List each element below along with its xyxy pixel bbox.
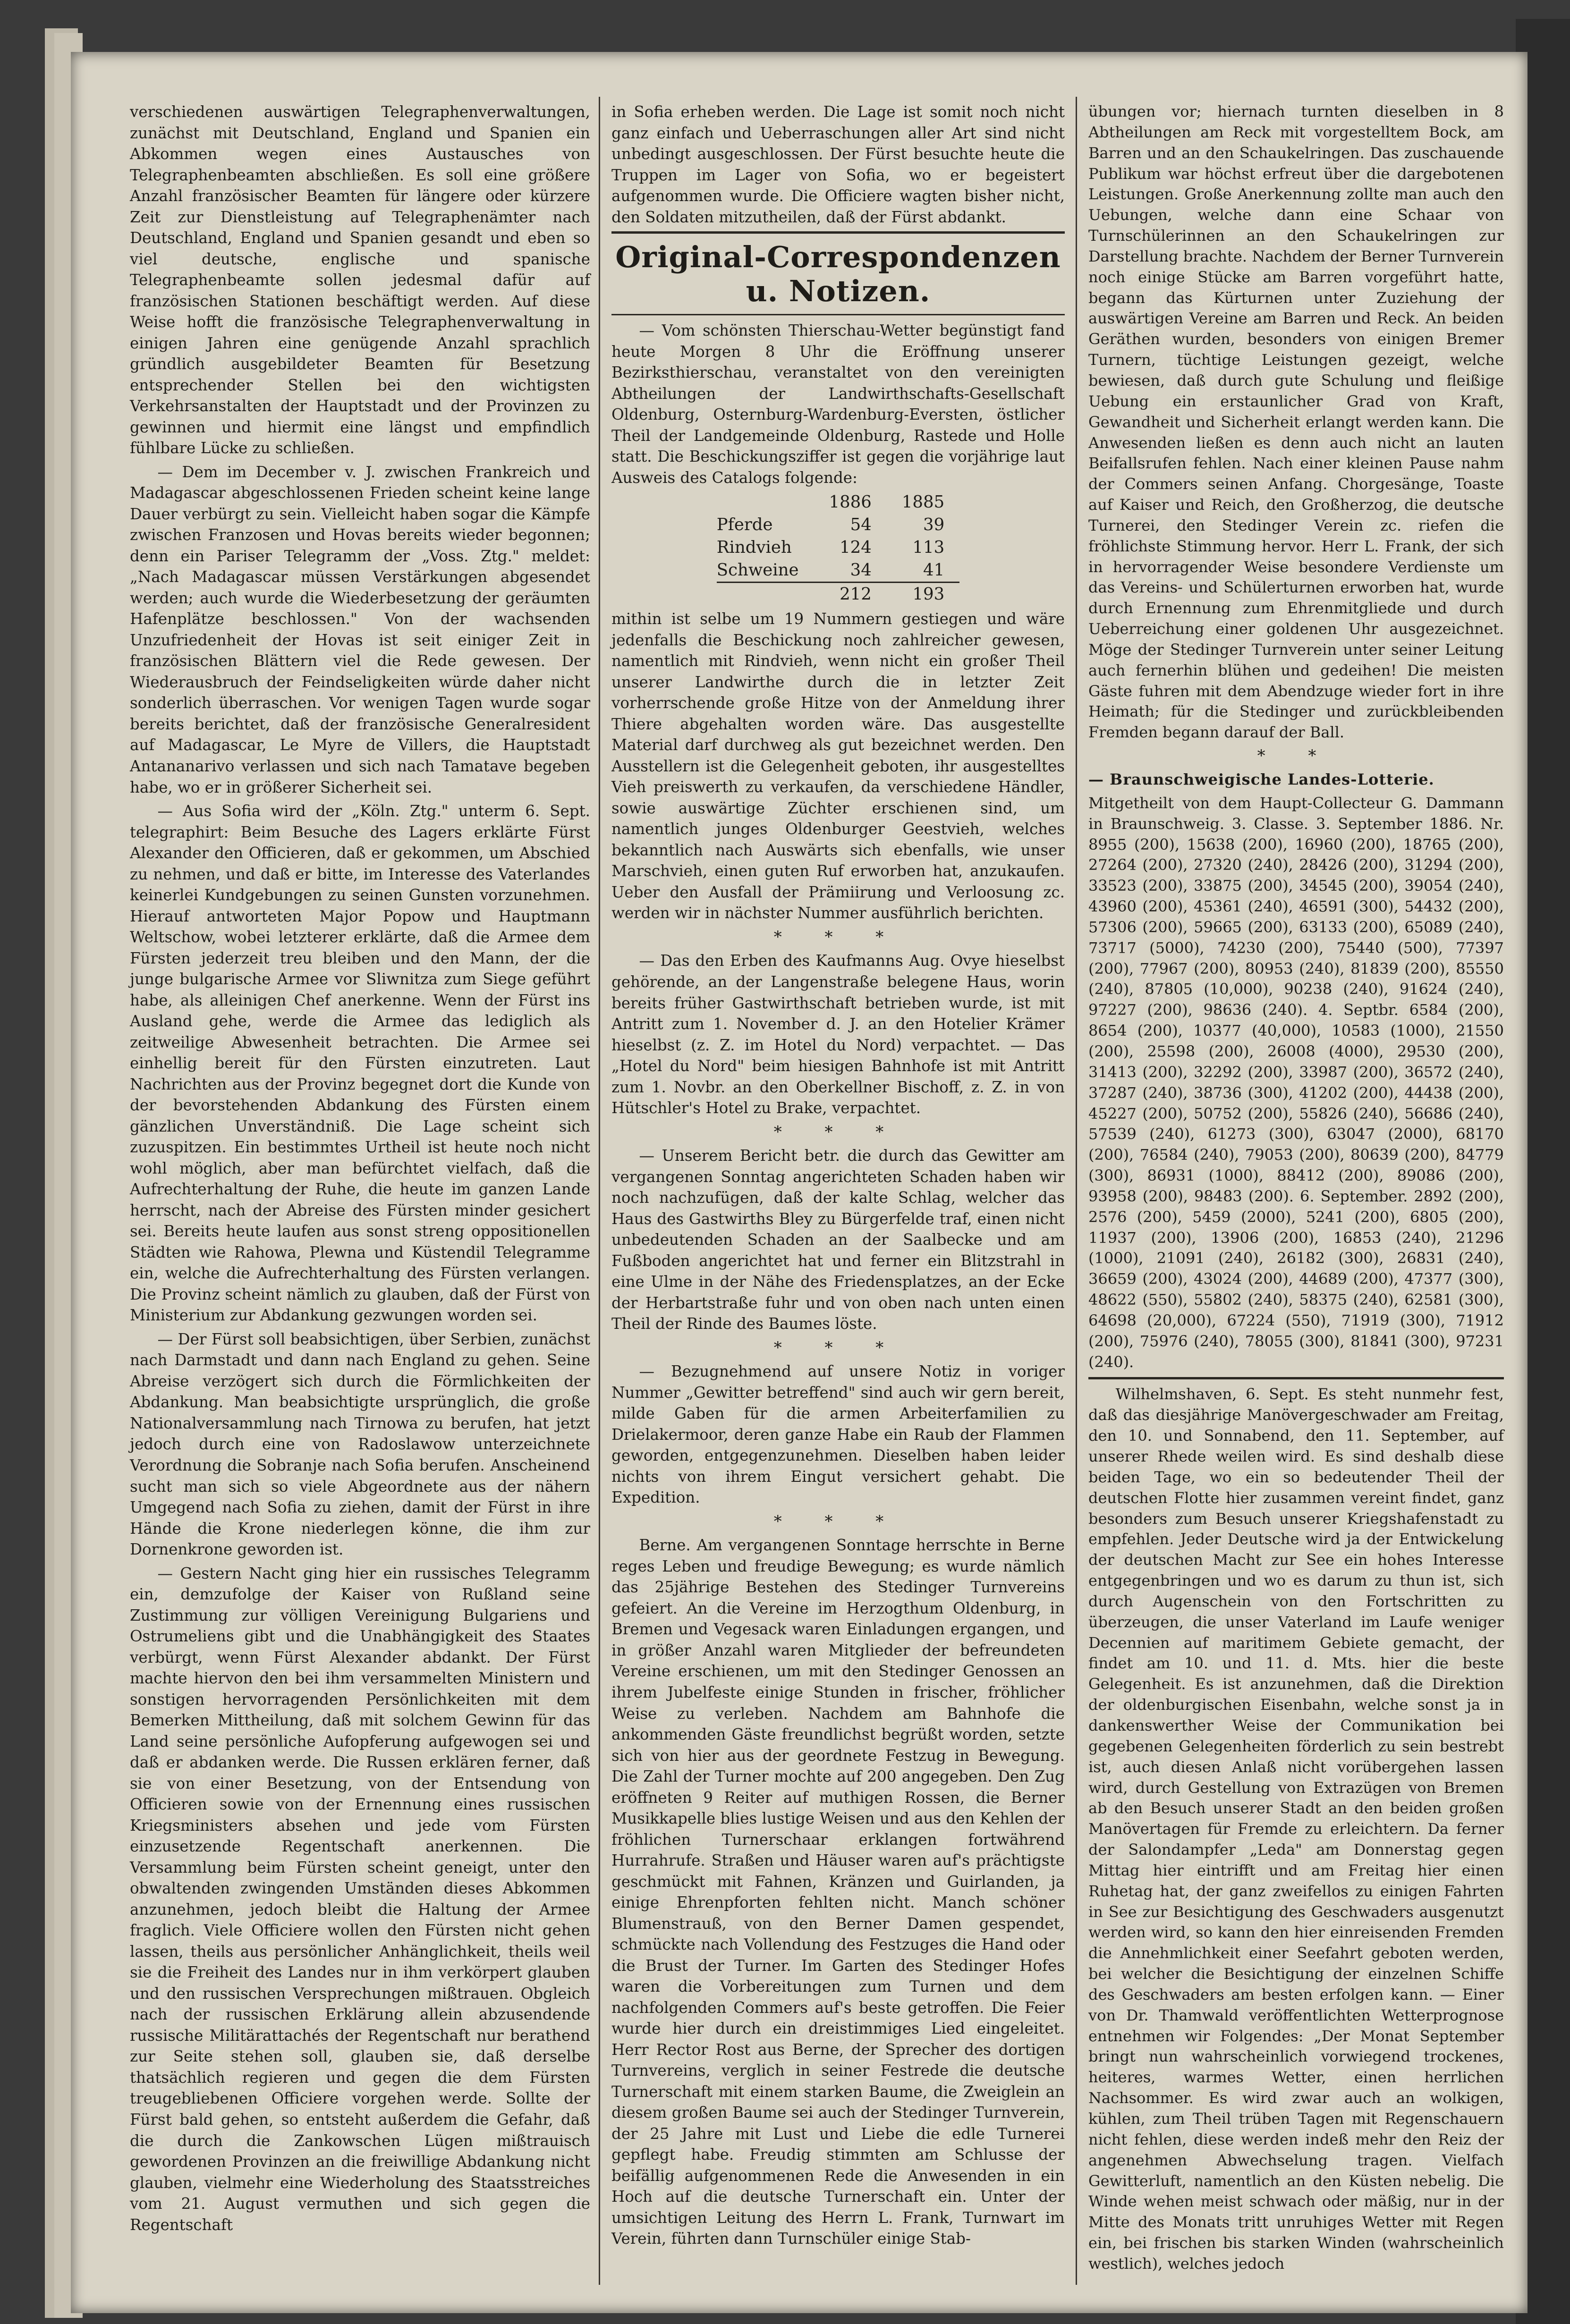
lottery-heading-text: — Braunschweigische Landes-Lotterie. <box>1088 770 1434 788</box>
separator-stars: * * <box>1257 746 1335 766</box>
article-erben: — Das den Erben des Kaufmanns Aug. Ovye hieselbst gehörende, an der Langenstraße belegene Haus, worin bereits früher Gastwirthschaft betrieben wurde, ist mit Antritt zum 1. November d. J. an den Hotelier Krämer hieselbst (z. Z. im Hotel du Nord) verpachtet. — Das „Hotel du Nord" beim hiesigen Bahnhofe ist mit Antritt zum 1. Novbr. an den Oberkellner Bischoff, z. Z. in von Hütschler's Hotel zu Brake, verpachtet. <box>611 952 1065 1117</box>
separator-stars: * * * <box>773 1338 903 1357</box>
stats-row <box>717 536 959 559</box>
column-1 <box>130 101 590 2238</box>
article-madagascar: — Dem im December v. J. zwischen Frankreich und Madagascar abgeschlossenen Frieden scheint keine lange Dauer verbürgt zu sein. Vielleicht haben sogar die Kämpfe zwischen Franzosen und Hovas bereits wieder begonnen; denn ein Pariser Telegramm der „Voss. Ztg." meldet: „Nach Madagascar müssen Verstärkungen abgesendet werden; auch wurde die Wiederbesetzung der geräumten Hafenplätze beschlossen." Von der wachsenden Unzufriedenheit der Hovas ist seit einiger Zeit in französischen Blättern viel die Rede gewesen. Der Wiederausbruch der Feindseligkeiten würde daher nicht sonderlich überraschen. Vor wenigen Tagen wurde sogar bereits berichtet, daß der französische Generalresident auf Madagascar, Le Myre de Villers, die Hauptstadt Antananarivo verlassen und sich nach Tamatave begeben habe, wo er in größerer Sicherheit sei. <box>130 463 590 796</box>
separator-stars: * * * <box>773 1512 903 1531</box>
article-gewitter: — Unserem Bericht betr. die durch das Gewitter am vergangenen Sonntag angerichteten Schaden haben wir noch nachzufügen, daß der kalte Schlag, welcher das Haus des Gastwirths Bley zu Bürgerfelde traf, einen nicht unbedeutenden Schaden an der Saalbecke und am Fußboden angerichtet hat und ferner ein Blitzstrahl in eine Ulme in der Nähe des Friedensplatzes, an der Ecke der Herbartstraße fuhr und von oben nach unten einen Theil der Rinde des Baumes löste. <box>611 1147 1065 1333</box>
stats-label: Rindvieh <box>716 538 792 558</box>
article-berne-cont: übungen vor; hiernach turnten dieselben in 8 Abtheilungen am Reck mit vorgestelltem Bock, am Barren und an den Schaukelringen. Das zuschauende Publikum war höchst erfreut über die dargebotenen Leistungen. Große Anerkennung zollte man auch den Uebungen, welche dann eine Schaar von Turnschülerinnen an den Schaukelringen zur Darstellung brachte. Nachdem der Berner Turnverein noch einige Stücke am Barren vorgeführt hatte, begann das Kürturnen unter Zuziehung der auswärtigen Vereine am Barren und Reck. An beiden Geräthen wurden, besonders von einigen Bremer Turnern, tüchtige Leistungen gezeigt, welche bewiesen, daß durch gute Schulung und fleißige Uebung ein erstaunlicher Grad von Kraft, Gewandheit und Sicherheit erlangt werden kann. Die Anwesenden ließen es denn auch nicht an lauten Beifallsrufen fehlen. Nach einer kleinen Pause nahm der Commers seinen Anfang. Chorgesänge, Toaste auf Kaiser und Reich, den Großherzog, die deutsche Turnerei, den Stedinger Verein zc. riefen die fröhlichste Stimmung hervor. Herr L. Frank, der sich in hervorragender Weise besondere Verdienste um das Vereins- und Schülerturnen erworben hat, wurde durch Ernennung zum Ehrenmitgliede und durch Ueberreichung einer goldenen Uhr ausgezeichnet. Möge der Stedinger Turnverein unter seiner Leitung auch fernerhin blühen und gedeihen! Die meisten Gäste fuhren mit dem Abendzuge wieder fort in ihre Heimath; für die Stedinger und zurückbleibenden Fremden begann darauf der Ball. <box>1088 102 1504 742</box>
stats-label: Pferde <box>716 515 773 535</box>
stats-value: 34 <box>850 560 872 580</box>
article-sofia: — Aus Sofia wird der „Köln. Ztg." unterm 6. Sept. telegraphirt: Beim Besuche des Lagers erklärte Fürst Alexander den Officieren, daß er gekommen, um Abschied zu nehmen, und daß er bitte, im Interesse des Vaterlandes keinerlei Kundgebungen zu seinen Gunsten vorzunehmen. Hierauf antworteten Major Popow und Hauptmann Weltschow, wobei letzterer erklärte, daß die Armee dem Fürsten jederzeit treu bleiben und den Mann, der die junge bulgarische Armee vor Sliwnitza zum Siege geführt habe, als alleinigen Chef anerkenne. Wenn der Fürst ins Ausland gehe, werde die Armee das lediglich als zeitweilige Abwesenheit betrachten. Die Armee sei einhellig bereit für den Fürsten einzutreten. Laut Nachrichten aus der Provinz begegnet dort die Kunde von der bevorstehenden Abdankung des Fürsten einem gänzlichen Unverständniß. Die Lage scheint sich zuzuspitzen. Ein bestimmtes Urtheil ist heute noch nicht wohl möglich, aber man befürchtet vielfach, daß die Aufrechterhaltung der Ruhe, die heute im ganzen Lande herrscht, nach der Abreise des Fürsten minder gesichert sei. Bereits heute laufen aus sonst streng oppositionellen Städten wie Rahowa, Plewna und Küstendil Telegramme ein, welche die Aufrechterhaltung des Fürsten verlangen. Die Provinz scheint nämlich zu glauben, daß der Fürst von Ministerium zur Abdankung gezwungen worden sei. <box>130 802 590 1325</box>
article-telegraph: verschiedenen auswärtigen Telegraphenverwaltungen, zunächst mit Deutschland, England und Spanien ein Abkommen wegen eines Austausches von Telegraphenbeamten abschließen. Es soll eine größere Anzahl französischer Beamten für längere oder kürzere Zeit zur Dienstleistung auf Telegraphenämter nach Deutschland, England und Spanien gesandt und eben so viel deutsche, englische und spanische Telegraphenbeamte sollen jedesmal dafür auf französischen Stationen beschäftigt werden. Auf diese Weise hofft die französische Telegraphenverwaltung in einigen Jahren eine genügende Anzahl sprachlich gründlich ausgebildeter Beamten für Besetzung entsprechender Stellen bei den wichtigsten Verkehrsanstalten der Hauptstadt und der Provinzen zu gewinnen und hiermit eine längst und empfindlich fühlbare Lücke zu schließen. <box>130 103 590 457</box>
column-3 <box>1088 101 1504 2277</box>
section-masthead: Original-Correspondenzen u. Notizen. <box>615 240 1061 309</box>
stats-value: 41 <box>923 560 945 580</box>
stats-value: 124 <box>840 538 872 558</box>
article-wilhelmshaven: Wilhelmshaven, 6. Sept. Es steht nunmehr fest, daß das diesjährige Manövergeschwader am Freitag, den 10. und Sonnabend, den 11. September, auf unserer Rhede weilen wird. Es sind deshalb diese beiden Tage, wo ein so bedeutender Theil der deutschen Flotte hier zusammen vereint findet, ganz besonders zum Besuch unserer Kriegshafenstadt zu empfehlen. Jeder Deutsche wird ja der Entwickelung der deutschen Macht zur See ein hohes Interesse entgegenbringen und wo es darum zu thun ist, sich durch Augenschein von den Fortschritten zu überzeugen, die unser Vaterland im Laufe weniger Decennien auf maritimem Gebiete gemacht, der findet am 10. und 11. d. Mts. hier die beste Gelegenheit. Es ist anzunehmen, daß die Direktion der oldenburgischen Eisenbahn, welche sonst ja in dankenswerther Weise der Communikation bei gegebenen Gelegenheiten förderlich zu sein bestrebt ist, auch diesen Anlaß nicht vorübergehen lassen wird, durch Gestellung von Extrazügen von Bremen ab den Besuch unserer Stadt an den beiden großen Manövertagen für Fremde zu erleichtern. Da ferner der Salondampfer „Leda" am Donnerstag gegen Mittag hier eintrifft und am Freitag hier einen Ruhetag hat, der ganz zweifellos zu einigen Fahrten in See zur Besichtigung des Geschwaders ausgenutzt werden wird, so kann den hier einreisenden Fremden die Annehmlichkeit einer Seefahrt geboten werden, bei welcher die Besichtigung der einzelnen Schiffe des Geschwaders am besten erfolgen kann. — Einer von Dr. Thamwald veröffentlichten Wetterprognose entnehmen wir Folgendes: „Der Monat September bringt nun wahrscheinlich vorwiegend trockenes, heiteres, warmes Wetter, einen herrlichen Nachsommer. Es wird zwar auch an wolkigen, kühlen, zum Theil trüben Tagen mit Regenschauern nicht fehlen, diese werden indeß mehr den Reiz der angenehmen Abwechselung tragen. Vielfach Gewitterluft, namentlich an den Küsten nebelig. Die Winde wehen meist schwach oder mäßig, nur in der Mitte des Monats tritt unruhiges Wetter mit Regen ein, bei frischen bis starken Winden (wahrscheinlich westlich), welches jedoch <box>1088 1385 1504 2273</box>
article-fuerst-abreise: — Der Fürst soll beabsichtigen, über Serbien, zunächst nach Darmstadt und dann nach England zu gehen. Seine Abreise verzögert sich durch die Förmlichkeiten der Abdankung. Man beabsichtigte ursprünglich, die große Nationalversammlung nach Tirnowa zu berufen, hat jetzt jedoch durch eine von Radoslawow unterzeichnete Verordnung die Sobranje nach Sofia berufen. Anscheinend sucht man sich so viele Abgeordnete aus der nähern Umgegend nach Sofia zu ziehen, damit der Fürst in ihre Hände die Krone niederlegen könne, die ihm zur Dornenkrone geworden ist. <box>130 1330 590 1559</box>
article-sofia-cont: in Sofia erheben werden. Die Lage ist somit noch nicht ganz einfach und Ueberraschungen aller Art sind nicht unbedingt ausgeschlossen. Der Fürst besuchte heute die Truppen im Lager von Sofia, wo er begeistert aufgenommen wurde. Die Officiere wagten bisher nicht, den Soldaten mitzutheilen, daß der Fürst abdankt. <box>611 103 1065 226</box>
stats-value: 39 <box>923 515 945 535</box>
column-2 <box>611 101 1065 2252</box>
article-thierschau: — Vom schönsten Thierschau-Wetter begünstigt fand heute Morgen 8 Uhr die Eröffnung unserer Bezirksthierschau, veranstaltet von den vereinigten Abtheilungen der Landwirthschafts-Gesellschaft Oldenburg, Osternburg-Wardenburg-Eversten, östlicher Theil der Landgemeinde Oldenburg, Rastede und Holle statt. Die Beschickungsziffer ist gegen die vorjährige laut Ausweis des Catalogs folgende: <box>611 321 1065 487</box>
article-berne: Berne. Am vergangenen Sonntage herrschte in Berne reges Leben und freudige Bewegung; es wurde nämlich das 25jährige Bestehen des Stedinger Turnvereins gefeiert. An die Vereine im Herzogthum Oldenburg, in Bremen und Vegesack waren Einladungen ergangen, und in größer Anzahl waren Mitglieder der befreundeten Vereine erschienen, um mit den Stedinger Genossen an ihrem Jubelfeste einige Stunden in frischer, fröhlicher Weise zu verleben. Nachdem am Bahnhofe die ankommenden Gäste freundlichst begrüßt worden, setzte sich von hier aus der geordnete Festzug in Bewegung. Die Zahl der Turner mochte auf 200 angegeben. Den Zug eröffneten 9 Reiter auf muthigen Rossen, die Berner Musikkapelle blies lustige Weisen und aus den Kehlen der fröhlichen Turnerschaar erklangen fortwährend Hurrahrufe. Straßen und Häuser waren auf's prächtigste geschmückt mit Fahnen, Kränzen und Guirlanden, ja einige Ehrenpforten fehlten nicht. Manch schöner Blumenstrauß, von den Berner Damen gespendet, schmückte nach Vollendung des Festzuges die Hand oder die Brust der Turner. Im Garten des Stedinger Hofes waren die Vorbereitungen zum Turnen und dem nachfolgenden Commers auf's beste getroffen. Die Feier wurde hier durch ein dreistimmiges Lied eingeleitet. Herr Rector Rost aus Berne, der Sprecher des dortigen Turnvereins, verglich in seiner Festrede die deutsche Turnerschaft mit einem starken Baume, die Zweiglein an diesem großen Baume sei auch der Stedinger Turnverein, der 25 Jahre mit Lust und Liebe die edle Turnerei gepflegt habe. Freudig stimmten am Schlusse der beifällig aufgenommenen Rede die Anwesenden in ein Hoch auf die deutsche Turnerschaft ein. Unter der umsichtigen Leitung des Herrn L. Frank, Turnwart im Verein, führten dann Turnschüler einige Stab- <box>611 1536 1065 2248</box>
stats-year: 1886 <box>829 492 872 512</box>
separator-stars: * * * <box>773 1122 903 1141</box>
stats-label: Schweine <box>716 560 799 580</box>
stats-value: 113 <box>912 538 945 558</box>
section-rule <box>611 314 1065 315</box>
stats-total: 212 <box>814 583 886 606</box>
stats-year: 1885 <box>901 492 945 512</box>
article-notiz: — Bezugnehmend auf unsere Notiz in voriger Nummer „Gewitter betreffend" sind auch wir gern bereit, milde Gaben für die armen Arbeiterfamilien zu Drielakermoor, deren ganze Habe ein Raub der Flammen geworden, entgegenzunehmen. Dieselben haben leider nichts von ihrem Eingut versichert gehabt. Die Expedition. <box>611 1362 1065 1507</box>
column-divider <box>599 97 600 2285</box>
separator-stars: * * * <box>773 927 903 947</box>
article-russland: — Gestern Nacht ging hier ein russisches Telegramm ein, demzufolge der Kaiser von Rußland seine Zustimmung zur völligen Vereinigung Bulgariens und Ostrumeliens gibt und die Unabhängigkeit des Staates verbürgt, wenn Fürst Alexander abdankt. Der Fürst machte hiervon den bei ihm versammelten Ministern und sonstigen hervorragenden Persönlichkeiten mit dem Bemerken Mittheilung, daß mit solchem Gewinn für das Land seine persönliche Aufopferung aufgewogen sei und daß er abdanken werde. Die Russen erklären ferner, daß sie von einer Besetzung, von der Entsendung von Officieren sowie von der Ernennung eines russischen Kriegsministers absehen und jede vom Fürsten einzusetzende Regentschaft anerkennen. Die Versammlung beim Fürsten scheint geneigt, unter den obwaltenden zwingenden Umständen dieses Abkommen anzunehmen, jedoch bleibt die Haltung der Armee fraglich. Viele Officiere wollen den Fürsten nicht gehen lassen, theils aus persönlicher Anhänglichkeit, theils weil sie die Freiheit des Landes nur in ihm verkörpert glauben und den russischen Versprechungen mißtrauen. Obgleich nach der russischen Erklärung allein abzusendende russische Militärattachés der Regentschaft nur berathend zur Seite stehen soll, glauben sie, daß derselbe thatsächlich regieren und gegen die dem Fürsten treugebliebenen Officiere vorgehen werde. Sollte der Fürst bald gehen, so entsteht außerdem die Gefahr, daß die durch die Zankowschen Lügen mißtrauisch gewordenen Provinzen an die freiwillige Abdankung nicht glauben, vielmehr eine Wiederholung des Staatsstreiches vom 21. August vermuthen und sich gegen die Regentschaft <box>130 1564 590 2234</box>
stats-total-row <box>717 583 959 606</box>
stats-value: 54 <box>850 515 872 535</box>
lottery-results: Mitgetheilt von dem Haupt-Collecteur G. Dammann in Braunschweig. 3. Classe. 3. September 1886. Nr. 8955 (200), 15638 (200), 16960 (200), 18765 (200), 27264 (200), 27320 (240), 28426 (200), 31294 (200), 33523 (200), 33875 (200), 34545 (200), 39054 (240), 43960 (200), 45361 (240), 46591 (300), 54432 (200), 57306 (200), 59665 (200), 63133 (200), 65089 (240), 73717 (5000), 74230 (200), 75440 (500), 77397 (200), 77967 (200), 80953 (240), 81839 (200), 85550 (240), 87805 (10,000), 90238 (240), 91624 (240), 97227 (200), 98636 (240). 4. Septbr. 6584 (200), 8654 (200), 10377 (40,000), 10583 (1000), 21550 (200), 25598 (200), 26008 (4000), 29530 (200), 31413 (200), 32292 (200), 33987 (200), 36572 (240), 37287 (240), 38736 (300), 41202 (200), 44438 (200), 45227 (200), 50752 (200), 55826 (240), 56686 (240), 57539 (240), 61273 (300), 63047 (2000), 68170 (200), 76584 (240), 79053 (200), 80639 (200), 84779 (300), 86931 (1000), 88412 (200), 89086 (200), 93958 (200), 98483 (200). 6. September. 2892 (200), 2576 (200), 5459 (2000), 5241 (200), 6805 (200), 11937 (200), 13906 (200), 16853 (240), 21296 (1000), 21091 (240), 26182 (300), 26831 (240), 36659 (200), 43024 (200), 44689 (200), 47377 (300), 48622 (550), 55802 (240), 58375 (240), 62581 (300), 64698 (20,000), 67224 (550), 71919 (300), 71912 (200), 75976 (240), 78055 (300), 81841 (300), 97231 (240). <box>1088 794 1504 1371</box>
article-thierschau-cont: mithin ist selbe um 19 Nummern gestiegen und wäre jedenfalls die Beschickung noch zahlreicher gewesen, namentlich mit Rindvieh, wenn nicht ein großer Theil unserer Landwirthe durch die in letzter Zeit vorherrschende große Hitze von der Anmeldung ihrer Thiere abgehalten worden wäre. Das ausgestellte Material darf durchweg als gut bezeichnet werden. Den Ausstellern ist die Gelegenheit geboten, ihr ausgestelltes Vieh preiswerth zu verkaufen, da verschiedene Händler, sowie auswärtige Züchter erschienen sind, um namentlich junges Oldenburger Geestvieh, welches bekanntlich nach Auswärts sich ebenfalls, wie unser Marschvieh, einen guten Ruf erworben hat, anzukaufen. Ueber den Ausfall der Prämiirung und Verloosung zc. werden wir in nächster Nummer ausführlich berichten. <box>611 610 1065 922</box>
lottery-heading <box>1088 769 1504 790</box>
column-divider <box>1076 97 1077 2285</box>
section-rule <box>1088 1377 1504 1379</box>
stats-row <box>717 559 959 583</box>
stats-row <box>717 514 959 536</box>
stats-table <box>717 491 959 606</box>
stats-total: 193 <box>887 583 959 606</box>
section-rule <box>611 231 1065 234</box>
